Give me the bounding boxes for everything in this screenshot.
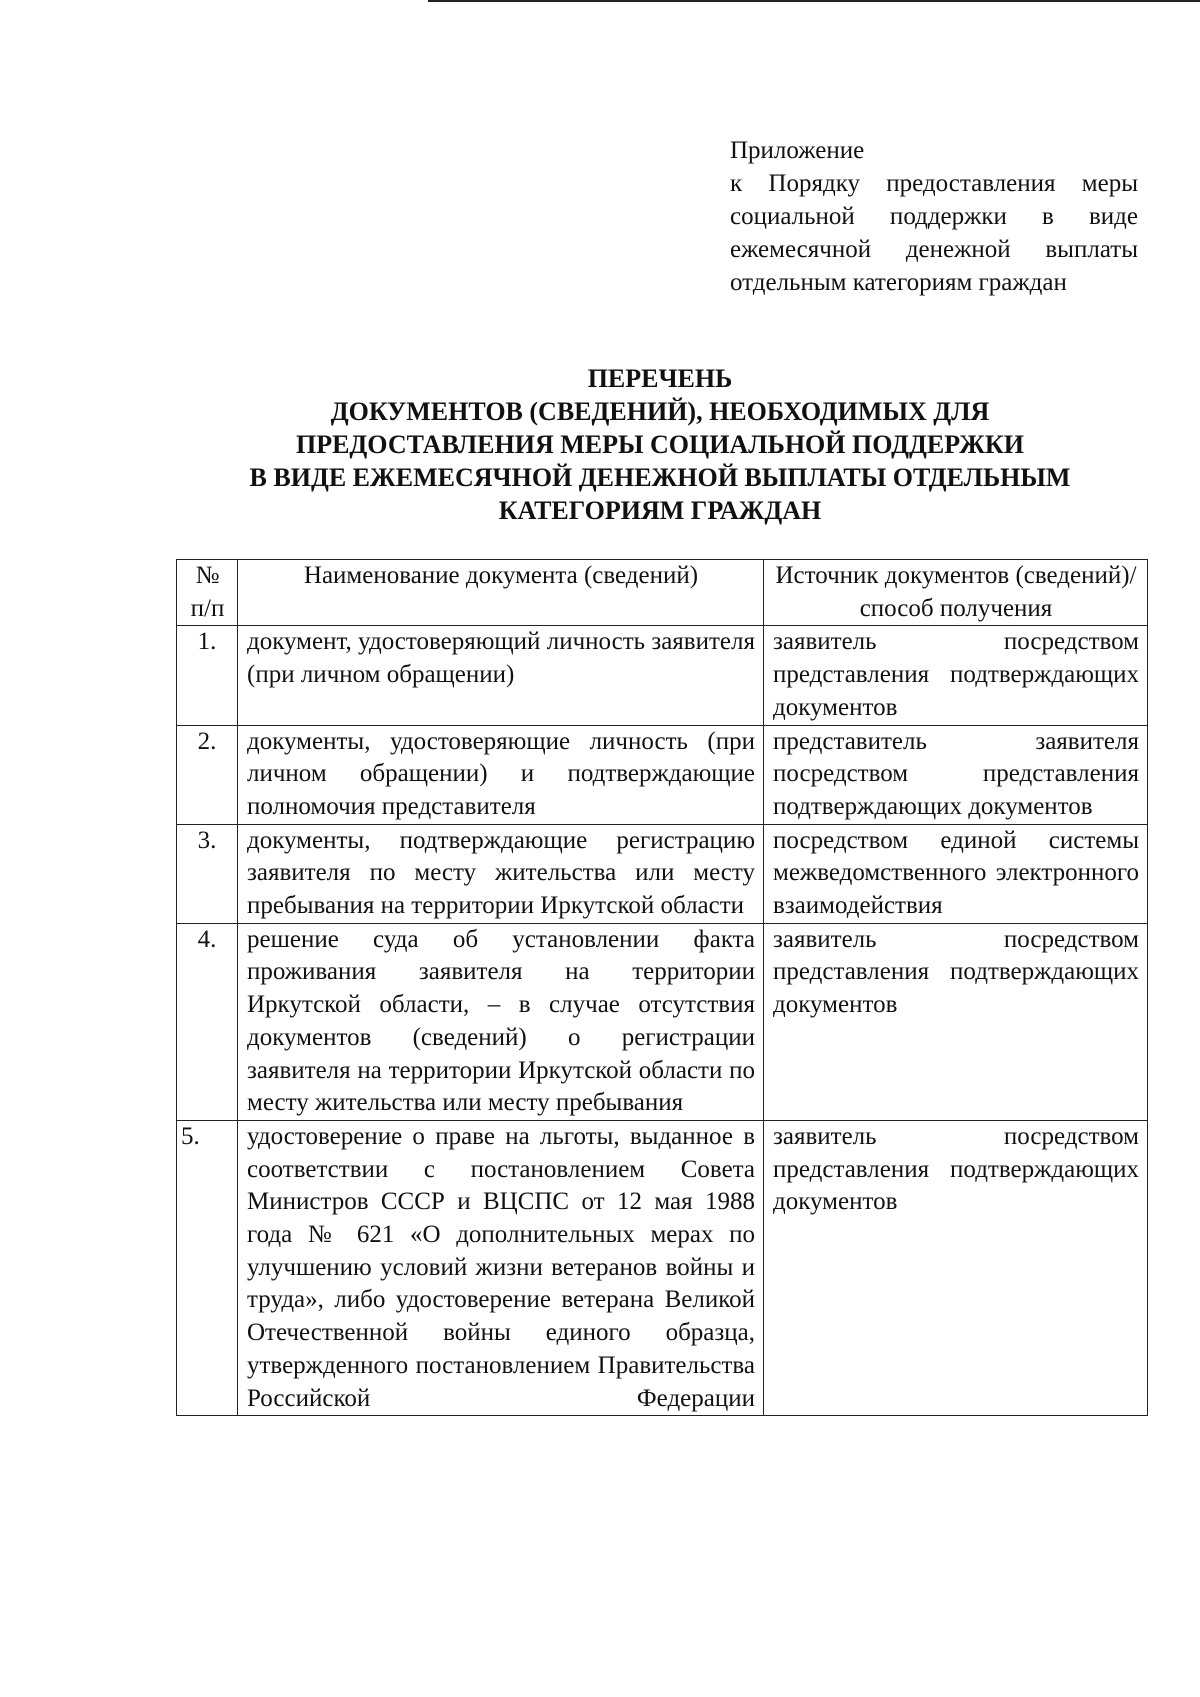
header-document-name: Наименование документа (сведений) — [238, 560, 764, 626]
table-row — [177, 923, 1148, 1120]
table-row — [177, 824, 1148, 923]
row-number: 1. — [177, 626, 238, 725]
table-row — [177, 725, 1148, 824]
table-header-row — [177, 560, 1148, 626]
row-source: заявитель посредством представления подтверждающих документов — [764, 626, 1148, 725]
heading-line: ДОКУМЕНТОВ (СВЕДЕНИЙ), НЕОБХОДИМЫХ ДЛЯ — [330, 397, 990, 426]
row-source: заявитель посредством представления подтверждающих документов — [764, 923, 1148, 1120]
document-heading — [160, 362, 1160, 527]
row-number: 5. — [177, 1120, 238, 1415]
header-number: № п/п — [177, 560, 238, 626]
row-source: представитель заявителя посредством представления подтверждающих документов — [764, 725, 1148, 824]
row-number: 2. — [177, 725, 238, 824]
table-row — [177, 1120, 1148, 1415]
row-number: 4. — [177, 923, 238, 1120]
row-document-name: документы, подтверждающие регистрацию заявителя по месту жительства или месту пребывания на территории Иркутской области — [238, 824, 764, 923]
heading-line: В ВИДЕ ЕЖЕМЕСЯЧНОЙ ДЕНЕЖНОЙ ВЫПЛАТЫ ОТДЕЛЬНЫМ — [249, 463, 1071, 492]
heading-line: КАТЕГОРИЯМ ГРАЖДАН — [498, 496, 822, 525]
row-document-name: документ, удостоверяющий личность заявителя (при личном обращении) — [238, 626, 764, 725]
appendix-title: Приложение — [730, 137, 865, 164]
row-source: посредством единой системы межведомственного электронного взаимодействия — [764, 824, 1148, 923]
row-number: 3. — [177, 824, 238, 923]
row-document-name: решение суда об установлении факта проживания заявителя на территории Иркутской области, – в случае отсутствия документов (сведений) о регистрации заявителя на территории Иркутской области по месту жительства или месту пребывания — [238, 923, 764, 1120]
appendix-body: к Порядку предоставления меры социальной поддержки в виде ежемесячной денежной выплаты отдельным категориям граждан — [730, 170, 1138, 296]
appendix-block — [730, 134, 1138, 299]
heading-line: ПЕРЕЧЕНЬ — [587, 364, 733, 393]
top-border-line — [428, 0, 1200, 2]
row-source: заявитель посредством представления подтверждающих документов — [764, 1120, 1148, 1415]
row-document-name: документы, удостоверяющие личность (при личном обращении) и подтверждающие полномочия представителя — [238, 725, 764, 824]
row-document-name: удостоверение о праве на льготы, выданное в соответствии с постановлением Совета Министров СССР и ВЦСПС от 12 мая 1988 года № 621 «О дополнительных мерах по улучшению условий жизни ветеранов войны и труда», либо удостоверение ветерана Великой Отечественной войны единого образца, утвержденного постановлением Правительства Российской Федерации — [238, 1120, 764, 1415]
heading-line: ПРЕДОСТАВЛЕНИЯ МЕРЫ СОЦИАЛЬНОЙ ПОДДЕРЖКИ — [295, 430, 1025, 459]
table-row — [177, 626, 1148, 725]
documents-table — [176, 559, 1148, 1416]
header-source: Источник документов (сведений)/способ получения — [764, 560, 1148, 626]
